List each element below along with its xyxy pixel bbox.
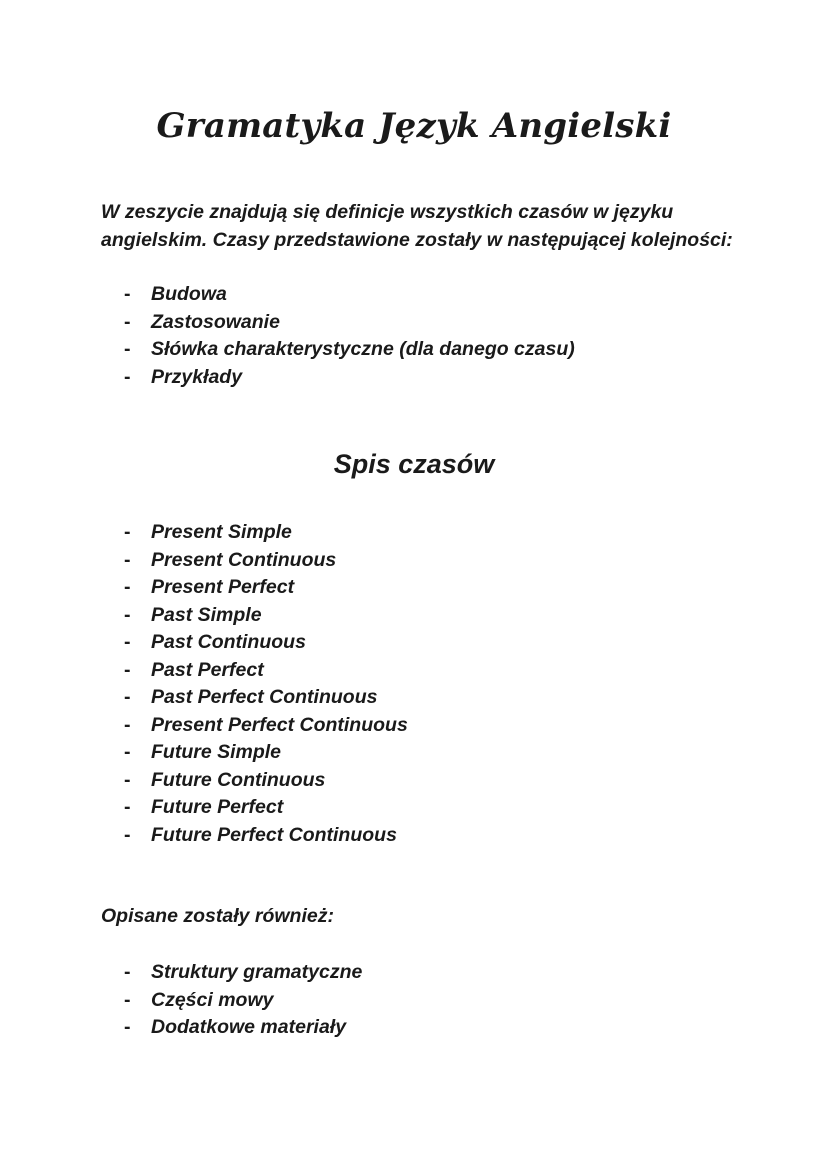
list-item	[124, 712, 408, 740]
list-item	[124, 657, 408, 685]
intro-list	[124, 281, 575, 391]
dash-bullet-icon: -	[124, 988, 131, 1011]
dash-bullet-icon: -	[124, 576, 131, 598]
list-item-label: Past Perfect Continuous	[151, 686, 378, 708]
dash-bullet-icon: -	[124, 686, 131, 708]
extras-list	[124, 959, 362, 1042]
dash-bullet-icon: -	[124, 768, 131, 791]
page-title: Gramatyka Język Angielski	[156, 106, 672, 146]
list-item	[124, 959, 362, 987]
list-item	[124, 574, 408, 602]
list-item	[124, 684, 408, 712]
list-item	[124, 987, 362, 1015]
dash-bullet-icon: -	[124, 741, 131, 763]
list-item	[124, 547, 408, 575]
list-item	[124, 767, 408, 795]
list-item-label: Future Continuous	[151, 768, 326, 791]
list-item-label: Past Continuous	[151, 631, 306, 653]
dash-bullet-icon: -	[124, 521, 131, 543]
list-item-label: Present Perfect	[151, 576, 295, 598]
list-item	[124, 309, 575, 337]
list-item-label: Past Perfect	[151, 658, 264, 681]
list-item	[124, 629, 408, 657]
list-item-label: Future Perfect Continuous	[151, 823, 397, 846]
dash-bullet-icon: -	[124, 796, 131, 818]
intro-paragraph: W zeszycie znajdują się definicje wszystkich czasów w języku angielskim. Czasy przedstawione zostały w następującej kolejności:	[101, 201, 733, 251]
list-item-label: Słówka charakterystyczne (dla danego czasu)	[151, 338, 575, 360]
list-item-label: Przykłady	[151, 365, 243, 388]
list-item-label: Budowa	[151, 283, 227, 305]
dash-bullet-icon: -	[124, 713, 131, 736]
dash-bullet-icon: -	[124, 823, 131, 846]
dash-bullet-icon: -	[124, 365, 131, 388]
list-item-label: Future Simple	[151, 741, 282, 763]
tenses-list	[124, 519, 408, 849]
list-item	[124, 364, 575, 392]
list-item-label: Present Perfect Continuous	[151, 713, 408, 736]
list-item-label: Zastosowanie	[151, 310, 280, 333]
list-item	[124, 794, 408, 822]
list-item	[124, 519, 408, 547]
dash-bullet-icon: -	[124, 338, 131, 360]
list-item	[124, 739, 408, 767]
list-item	[124, 281, 575, 309]
dash-bullet-icon: -	[124, 1016, 131, 1038]
list-item-label: Części mowy	[151, 988, 274, 1011]
dash-bullet-icon: -	[124, 603, 131, 626]
dash-bullet-icon: -	[124, 283, 131, 305]
dash-bullet-icon: -	[124, 310, 131, 333]
list-item	[124, 1014, 362, 1042]
list-item-label: Struktury gramatyczne	[151, 961, 363, 983]
tenses-heading: Spis czasów	[333, 449, 495, 479]
dash-bullet-icon: -	[124, 961, 131, 983]
list-item	[124, 336, 575, 364]
dash-bullet-icon: -	[124, 658, 131, 681]
list-item	[124, 602, 408, 630]
dash-bullet-icon: -	[124, 631, 131, 653]
dash-bullet-icon: -	[124, 548, 131, 571]
list-item-label: Dodatkowe materiały	[151, 1016, 347, 1038]
extras-heading: Opisane zostały również:	[101, 905, 334, 927]
list-item-label: Present Continuous	[151, 548, 337, 571]
list-item-label: Past Simple	[151, 603, 262, 626]
list-item-label: Future Perfect	[151, 796, 284, 818]
list-item-label: Present Simple	[151, 521, 292, 543]
list-item	[124, 822, 408, 850]
